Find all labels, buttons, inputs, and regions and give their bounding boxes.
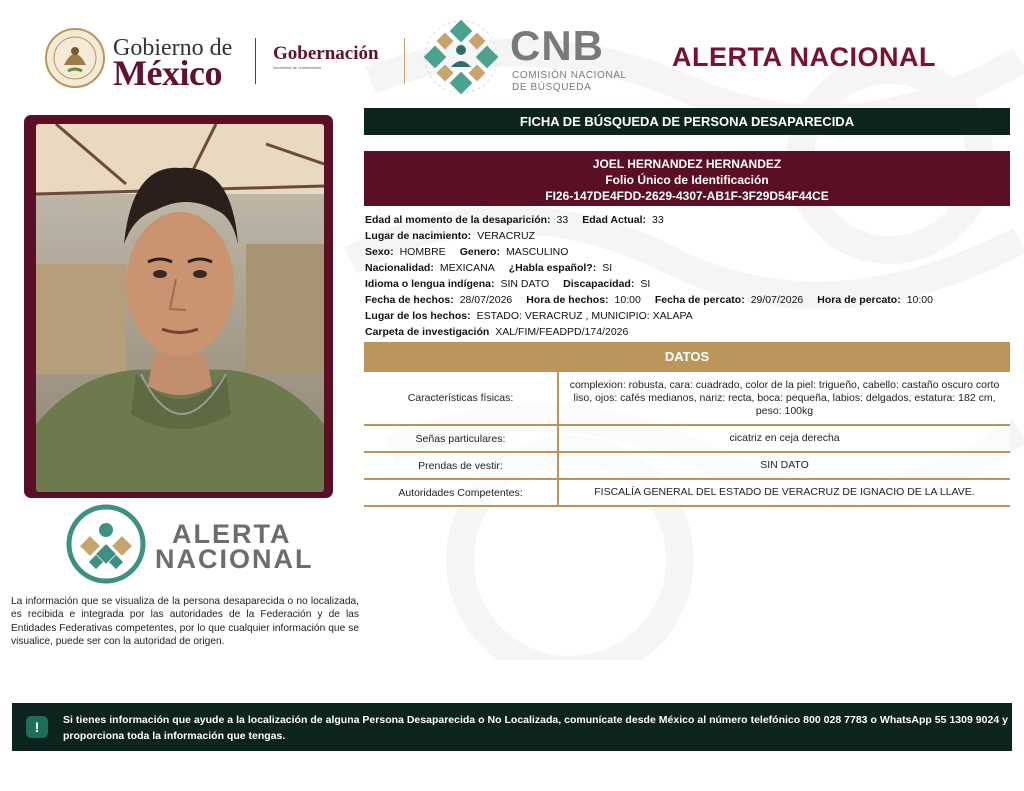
datos-label: Características físicas: [364,372,558,425]
datos-value: cicatriz en ceja derecha [558,425,1010,452]
folio-value: FI26-147DE4FDD-2629-4307-AB1F-3F29D54F44CE [545,189,829,203]
table-row [364,452,1010,479]
datos-value: complexion: robusta, cara: cuadrado, color de la piel: trigueño, cabello: castaño oscuro corto liso, ojos: cafés medianos, nariz: recta, boca: pequeña, labios: delgados, estatura: 182 cm, peso: 100kg [558,372,1010,425]
gobernacion-logo-text: Gobernación [273,43,379,64]
lugar-hechos-label: Lugar de los hechos: [365,310,471,322]
person-info [365,212,1010,340]
alerta-logo-line2: NACIONAL [155,544,314,574]
table-row [364,372,1010,425]
discapacidad-label: Discapacidad: [563,278,635,290]
genero-label: Genero: [459,246,500,258]
info-row-fechas [365,292,1010,308]
idioma-label: Idioma o lengua indígena: [365,278,495,290]
gobernacion-subtitle: Secretaría de Gobernación [273,65,322,70]
datos-title-bar: DATOS [364,342,1010,372]
nacionalidad-value: MEXICANA [439,262,495,274]
info-row-nacimiento [365,228,1010,244]
habla-value: SI [602,262,613,274]
fecha-percato-value: 29/07/2026 [750,294,804,306]
habla-label: ¿Habla español?: [508,262,597,274]
contact-footer [12,703,1012,751]
header-divider [255,38,256,84]
alerta-logo-line1: ALERTA [172,519,292,549]
folio-label: Folio Único de Identificación [605,173,769,187]
nacionalidad-label: Nacionalidad: [365,262,434,274]
datos-label: Señas particulares: [364,425,558,452]
person-photo [36,124,324,492]
edad-desap-value: 33 [556,214,569,226]
datos-label: Autoridades Competentes: [364,479,558,506]
genero-value: MASCULINO [505,246,569,258]
gobierno-line1: Gobierno de [113,35,233,61]
ficha-title-bar: FICHA DE BÚSQUEDA DE PERSONA DESAPARECIDA [364,108,1010,135]
alert-icon: ! [26,716,48,738]
table-row [364,425,1010,452]
edad-actual-label: Edad Actual: [582,214,647,226]
info-row-idioma [365,276,1010,292]
lugar-hechos-value: ESTADO: VERACRUZ , MUNICIPIO: XALAPA [476,310,693,322]
header-divider [404,38,405,84]
cnb-logo-icon [421,17,501,97]
alerta-nacional-title: ALERTA NACIONAL [672,42,936,72]
person-name: JOEL HERNANDEZ HERNANDEZ [592,157,782,171]
datos-table [364,372,1010,507]
cnb-subtitle-line1: COMISIÓN NACIONAL [512,70,627,81]
alerta-nacional-logo-icon [65,503,147,585]
gobierno-line2: México [113,53,222,93]
datos-value: FISCALÍA GENERAL DEL ESTADO DE VERACRUZ DE IGNACIO DE LA LLAVE. [558,479,1010,506]
disclaimer-text: La información que se visualiza de la persona desaparecida o no localizada, es recibida e integrada por las autoridades de la Federación y de las Entidades Federativas competentes, por lo que cualquier información que se visualice, puede ser con la autoridad de origen. [11,596,359,647]
carpeta-value: XAL/FIM/FEADPD/174/2026 [495,326,629,338]
datos-value: SIN DATO [558,452,1010,479]
header [0,0,1024,105]
discapacidad-value: SI [640,278,651,290]
lugar-nac-value: VERACRUZ [477,230,535,242]
info-row-nacionalidad [365,260,1010,276]
contact-text: Si tienes información que ayude a la localización de alguna Persona Desaparecida o No Localizada, comunícate desde México al número telefónico 800 028 7783 o WhatsApp 55 1309 9024 y proporciona toda la información que tengas. [63,714,1008,742]
hora-hechos-value: 10:00 [614,294,641,306]
info-row-sexo [365,244,1010,260]
carpeta-label: Carpeta de investigación [365,326,490,338]
lugar-nac-label: Lugar de nacimiento: [365,230,472,242]
edad-actual-value: 33 [652,214,664,226]
fecha-percato-label: Fecha de percato: [654,294,745,306]
datos-label: Prendas de vestir: [364,452,558,479]
cnb-subtitle-line2: DE BÚSQUEDA [512,82,592,93]
fecha-hechos-label: Fecha de hechos: [365,294,454,306]
info-row-lugar-hechos [365,308,1010,324]
mexico-coat-of-arms-icon [44,27,106,89]
table-row [364,479,1010,506]
person-photo-frame [24,115,333,498]
edad-desap-label: Edad al momento de la desaparición: [365,214,551,226]
sexo-label: Sexo: [365,246,394,258]
hora-hechos-label: Hora de hechos: [526,294,609,306]
sexo-value: HOMBRE [399,246,446,258]
hora-percato-value: 10:00 [906,294,933,306]
person-name-box [364,151,1010,206]
info-row-carpeta [365,324,1010,340]
info-row-edad [365,212,1010,228]
fecha-hechos-value: 28/07/2026 [459,294,513,306]
hora-percato-label: Hora de percato: [817,294,901,306]
idioma-value: SIN DATO [500,278,550,290]
cnb-title: CNB [510,22,604,69]
